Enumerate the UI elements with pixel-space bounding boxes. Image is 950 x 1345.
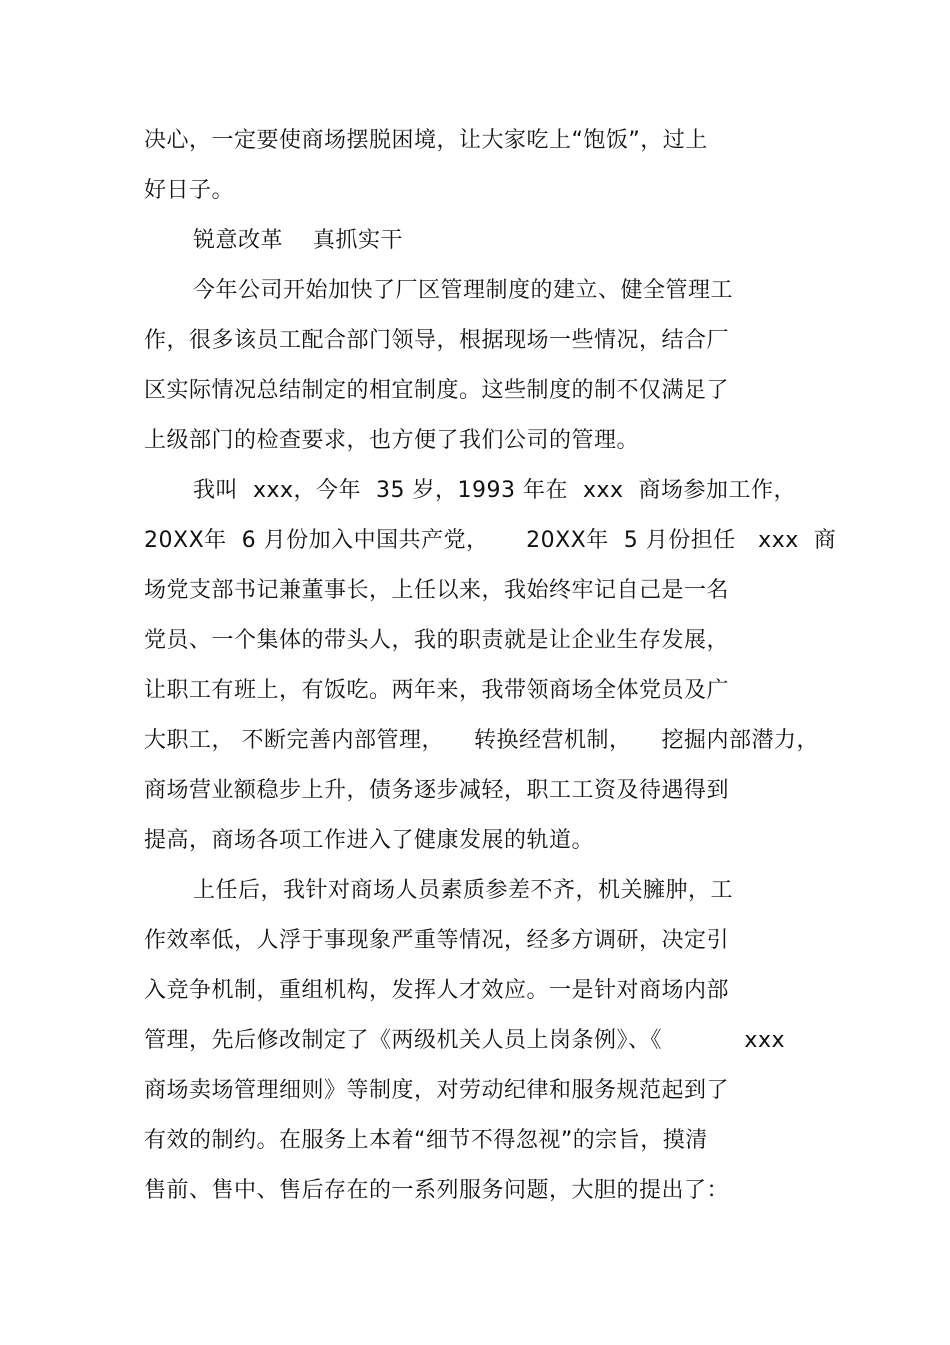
text-line: 好日子。 [144, 178, 235, 203]
text-line: 提高，商场各项工作进入了健康发展的轨道。 [144, 828, 595, 853]
text-line: 作效率低，人浮于事现象严重等情况，经多方调研，决定引 [144, 928, 730, 953]
text-line: 20XX年 6 月份加入中国共产党， 20XX年 5 月份担任 xxx 商 [144, 528, 837, 553]
text-line: 上级部门的检查要求，也方便了我们公司的管理。 [144, 428, 640, 453]
text-line: 区实际情况总结制定的相宜制度。这些制度的制不仅满足了 [144, 378, 730, 403]
section-heading: 锐意改革 真抓实干 [193, 228, 403, 253]
text-line: 上任后，我针对商场人员素质参差不齐，机关臃肿，工 [193, 878, 734, 903]
text-line: 我叫 xxx，今年 35 岁，1993 年在 xxx 商场参加工作， [193, 478, 797, 503]
text-line: 场党支部书记兼董事长，上任以来，我始终牢记自己是一名 [144, 578, 730, 603]
text-line: 今年公司开始加快了厂区管理制度的建立、健全管理工 [193, 278, 734, 303]
text-line: 商场卖场管理细则》等制度，对劳动纪律和服务规范起到了 [144, 1078, 730, 1103]
text-line: 售前、售中、售后存在的一系列服务问题，大胆的提出了： [144, 1178, 730, 1203]
text-line: 有效的制约。在服务上本着“细节不得忽视”的宗旨，摸清 [144, 1128, 708, 1153]
text-line: 入竞争机制，重组机构，发挥人才效应。一是针对商场内部 [144, 978, 730, 1003]
text-line: 党员、一个集体的带头人，我的职责就是让企业生存发展， [144, 628, 730, 653]
text-line: 大职工， 不断完善内部管理， 转换经营机制， 挖掘内部潜力， [144, 728, 819, 753]
text-line: 商场营业额稳步上升，债务逐步减轻，职工工资及待遇得到 [144, 778, 730, 803]
text-line: 作，很多该员工配合部门领导，根据现场一些情况，结合厂 [144, 328, 730, 353]
text-line: 决心，一定要使商场摆脱困境，让大家吃上“饱饭”，过上 [144, 128, 708, 153]
text-line: 让职工有班上，有饭吃。两年来，我带领商场全体党员及广 [144, 678, 730, 703]
text-line: 管理，先后修改制定了《两级机关人员上岗条例》、《 xxx [144, 1028, 785, 1053]
